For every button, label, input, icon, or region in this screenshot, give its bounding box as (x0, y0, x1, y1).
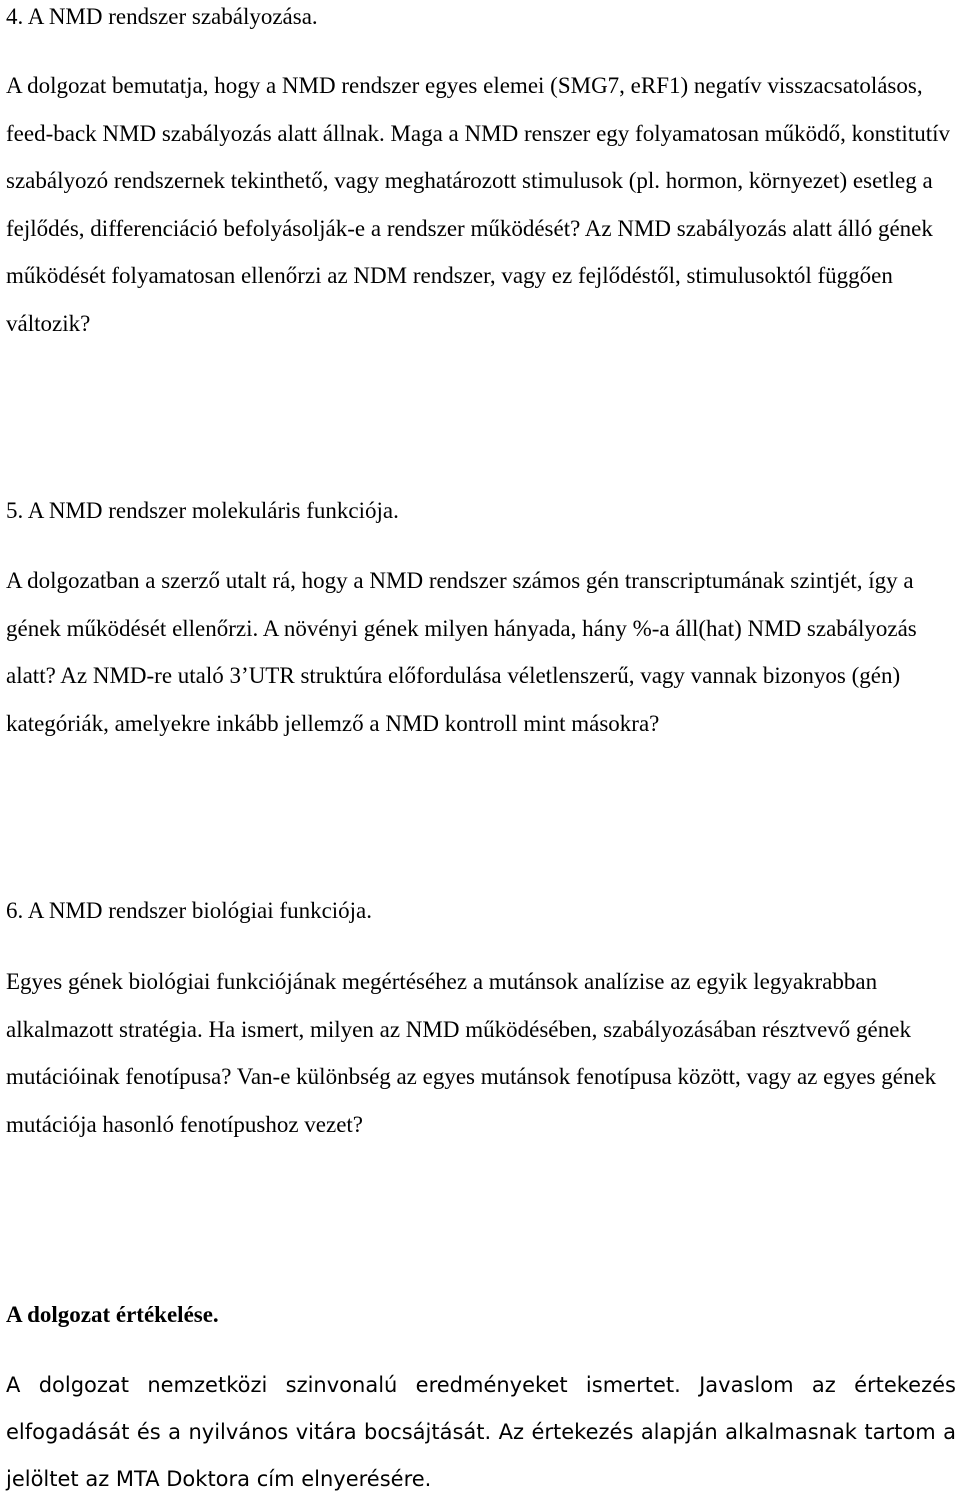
section-6-paragraph: Egyes gének biológiai funkciójának megértéséhez a mutánsok analízise az egyik legyakrabban alkalmazott stratégia. Ha ismert, milyen az NMD működésében, szabályozásában résztvevő gének mutációinak fenotípusa? Van-e különbség az egyes mutánsok fenotípusa között, vagy az egyes gének mutációja hasonló fenotípushoz vezet? (6, 969, 937, 1137)
evaluation-paragraph: A dolgozat nemzetközi szinvonalú eredményeket ismertet. Javaslom az értekezés elfogadását és a nyilvános vitára bocsájtását. Az értekezés alapján alkalmasnak tartom a jelöltet az MTA Doktora cím elnyerésére. (6, 1373, 956, 1491)
section-4-heading: 4. A NMD rendszer szabályozása. (6, 4, 318, 29)
section-4-paragraph: A dolgozat bemutatja, hogy a NMD rendszer egyes elemei (SMG7, eRF1) negatív visszacsatolásos, feed-back NMD szabályozás alatt állnak. Maga a NMD renszer egy folyamatosan működő, konstitutív szabályozó rendszernek tekinthető, vagy meghatározott stimulusok (pl. hormon, környezet) esetleg a fejlődés, differenciáció befolyásolják-e a rendszer működését? Az NMD szabályozás alatt álló gének működését folyamatosan ellenőrzi az NDM rendszer, vagy ez fejlődéstől, stimulusoktól függően változik? (6, 73, 950, 336)
section-5-paragraph: A dolgozatban a szerző utalt rá, hogy a NMD rendszer számos gén transcriptumának szintjét, így a gének működését ellenőrzi. A növényi gének milyen hányada, hány %-a áll(hat) NMD szabályozás alatt? Az NMD-re utaló 3’UTR struktúra előfordulása véletlenszerű, vagy vannak bizonyos (gén) kategóriák, amelyekre inkább jellemző a NMD kontroll mint másokra? (6, 568, 917, 736)
section-6-heading: 6. A NMD rendszer biológiai funkciója. (6, 898, 373, 923)
section-5-heading: 5. A NMD rendszer molekuláris funkciója. (6, 498, 399, 523)
evaluation-heading: A dolgozat értékelése. (6, 1302, 219, 1327)
